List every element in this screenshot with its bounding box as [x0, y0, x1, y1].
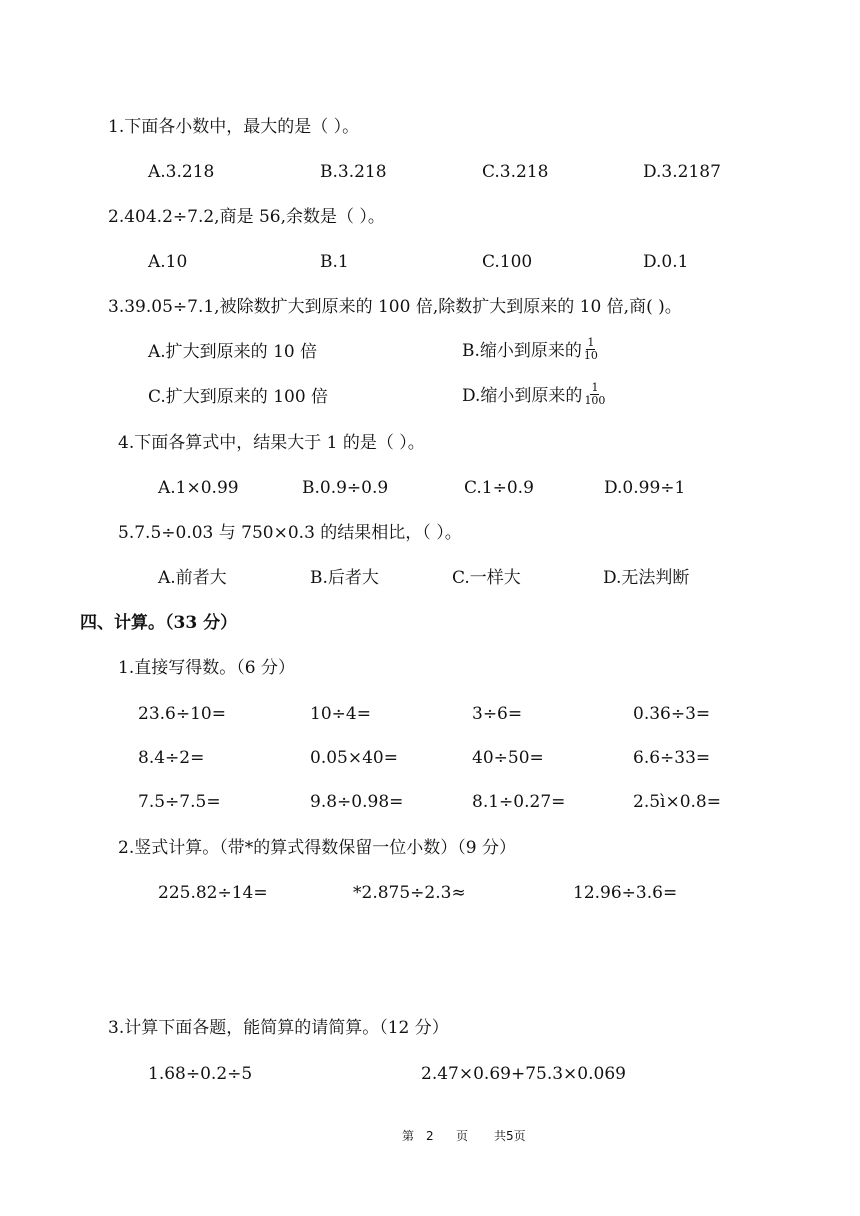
- question-4-option-a: A.1×0.99: [158, 478, 239, 498]
- footer-di: 第: [402, 1129, 415, 1143]
- oral-calc-item: 7.5÷7.5=: [138, 792, 221, 812]
- question-3-option-c: C.扩大到原来的 100 倍: [148, 387, 329, 407]
- question-3-stem: 3.39.05÷7.1,被除数扩大到原来的 100 倍,除数扩大到原来的 10 倍,商( )。: [108, 297, 682, 317]
- question-3-option-d: D.缩小到原来的 $\frac{1}{100}$: [462, 381, 606, 408]
- footer-ye: 页: [456, 1129, 469, 1143]
- question-1-option-c: C.3.218: [482, 162, 549, 182]
- question-2-option-d: D.0.1: [643, 252, 689, 272]
- question-4-option-b: B.0.9÷0.9: [302, 478, 389, 498]
- oral-calc-item: 9.8÷0.98=: [310, 792, 404, 812]
- question-3-option-a: A.扩大到原来的 10 倍: [148, 342, 318, 362]
- question-5-option-d: D.无法判断: [603, 568, 690, 588]
- footer-page-number: 2: [426, 1129, 434, 1143]
- question-1-option-d: D.3.2187: [643, 162, 721, 182]
- section-4-heading: 四、计算。（33 分）: [80, 613, 238, 633]
- oral-calc-item: 23.6÷10=: [138, 704, 226, 724]
- part-1-title: 1.直接写得数。（6 分）: [118, 658, 295, 678]
- vertical-calc-item: *2.875÷2.3≈: [353, 883, 466, 903]
- oral-calc-item: 8.4÷2=: [138, 748, 205, 768]
- question-2-stem: 2.404.2÷7.2,商是 56,余数是（ ）。: [108, 207, 385, 227]
- oral-calc-item: 0.05×40=: [310, 748, 398, 768]
- question-5-option-c: C.一样大: [452, 568, 521, 588]
- question-4-option-d: D.0.99÷1: [604, 478, 686, 498]
- question-4-option-c: C.1÷0.9: [464, 478, 534, 498]
- fraction-one-hundredth: $\frac{1}{100}$: [584, 381, 606, 408]
- question-4-stem: 4.下面各算式中，结果大于 1 的是（ ）。: [118, 433, 425, 453]
- part-3-title: 3.计算下面各题，能简算的请简算。（12 分）: [108, 1018, 449, 1038]
- question-1-option-b: B.3.218: [320, 162, 387, 182]
- question-2-option-b: B.1: [320, 252, 349, 272]
- question-2-option-c: C.100: [482, 252, 533, 272]
- simplify-calc-item: 2.47×0.69+75.3×0.069: [421, 1064, 626, 1084]
- question-2-option-a: A.10: [148, 252, 188, 272]
- question-5-option-a: A.前者大: [158, 568, 227, 588]
- oral-calc-item: 3÷6=: [472, 704, 523, 724]
- oral-calc-item: 40÷50=: [472, 748, 544, 768]
- footer-total-pages: 共5页: [494, 1129, 526, 1143]
- vertical-calc-item: 225.82÷14=: [158, 883, 268, 903]
- part-2-title: 2.竖式计算。（带*的算式得数保留一位小数）（9 分）: [118, 838, 516, 858]
- question-1-stem: 1.下面各小数中，最大的是（ ）。: [108, 117, 360, 137]
- oral-calc-item: 6.6÷33=: [633, 748, 711, 768]
- oral-calc-item: 2.5ì×0.8=: [633, 792, 721, 812]
- oral-calc-item: 8.1÷0.27=: [472, 792, 566, 812]
- vertical-calc-item: 12.96÷3.6=: [573, 883, 678, 903]
- question-5-stem: 5.7.5÷0.03 与 750×0.3 的结果相比，（ ）。: [118, 523, 462, 543]
- fraction-one-tenth: $\frac{1}{10}$: [583, 336, 598, 363]
- oral-calc-item: 10÷4=: [310, 704, 371, 724]
- question-1-option-a: A.3.218: [148, 162, 215, 182]
- question-3-option-b: B.缩小到原来的 $\frac{1}{10}$: [462, 336, 598, 363]
- question-5-option-b: B.后者大: [310, 568, 379, 588]
- oral-calc-item: 0.36÷3=: [633, 704, 711, 724]
- simplify-calc-item: 1.68÷0.2÷5: [148, 1064, 253, 1084]
